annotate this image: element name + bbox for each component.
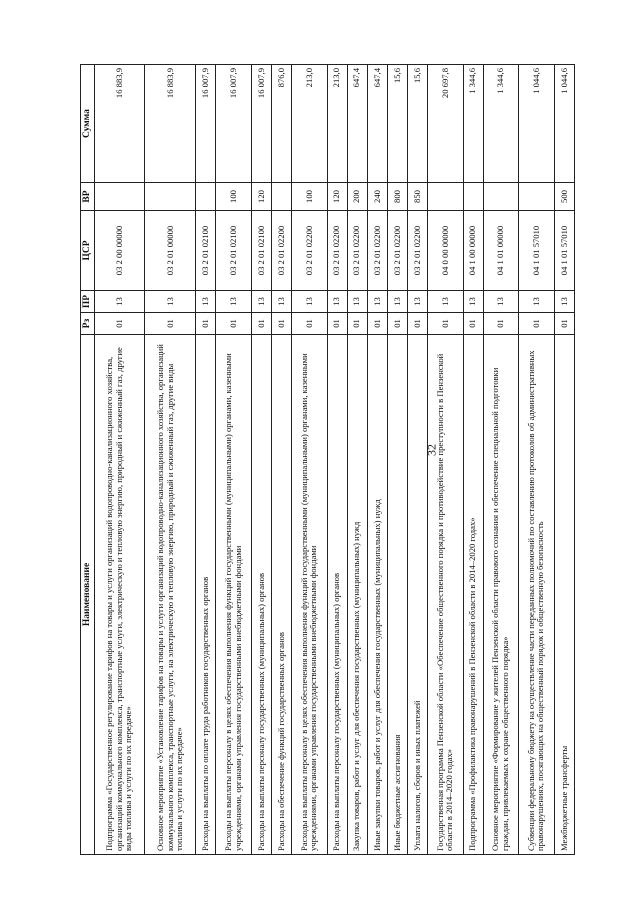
- table-row: [408, 65, 428, 855]
- cell-csr: 04 1 01 00000: [483, 211, 518, 291]
- cell-sum: 15,6: [387, 65, 407, 183]
- cell-pr: 13: [271, 291, 291, 313]
- cell-sum: 16 007,9: [196, 65, 216, 183]
- cell-csr: 03 2 01 02200: [271, 211, 291, 291]
- cell-name: Основное мероприятие «Установление тарифов на товары и услуги организаций водопроводно-канализационного хозяйства, организаций коммунального комплекса, транспортные услуги, на электрическую и тепловую энергию, природный и сжиженный газ, другие виды топлива и услуги по их передаче»: [145, 335, 196, 855]
- cell-pr: 13: [94, 291, 145, 313]
- cell-name: Иные бюджетные ассигнования: [387, 335, 407, 855]
- cell-csr: 03 2 01 02200: [367, 211, 387, 291]
- table-row: [428, 65, 463, 855]
- cell-sum: 1 044,6: [554, 65, 574, 183]
- table-row: [554, 65, 574, 855]
- cell-pr: 13: [554, 291, 574, 313]
- cell-pr: 13: [519, 291, 554, 313]
- table-row: [251, 65, 271, 855]
- cell-vr: 100: [292, 183, 327, 211]
- cell-vr: [271, 183, 291, 211]
- cell-pr: 13: [216, 291, 251, 313]
- cell-name: Субвенции федеральному бюджету на осуществление части переданных полномочий по составлению протоколов об административных правонарушениях, посягающих на общественный порядок и общественную безопасность: [519, 335, 554, 855]
- cell-name: Расходы на выплаты персоналу в целях обеспечения выполнения функций государственными (муниципальными) органами, казенными учреждениями, органами управления государственными внебюджетными фондами: [292, 335, 327, 855]
- table-row: [271, 65, 291, 855]
- cell-rz: 01: [483, 313, 518, 335]
- cell-csr: 03 2 01 02200: [327, 211, 347, 291]
- cell-sum: 213,0: [327, 65, 347, 183]
- cell-sum: 647,4: [367, 65, 387, 183]
- cell-sum: 647,4: [347, 65, 367, 183]
- cell-vr: 800: [387, 183, 407, 211]
- cell-sum: 876,0: [271, 65, 291, 183]
- cell-name: Расходы на обеспечение функций государственных органов: [271, 335, 291, 855]
- cell-pr: 13: [196, 291, 216, 313]
- cell-sum: 16 883,9: [94, 65, 145, 183]
- cell-sum: 16 007,9: [251, 65, 271, 183]
- cell-name: Иные закупки товаров, работ и услуг для обеспечения государственных (муниципальных) нужд: [367, 335, 387, 855]
- table-row: [196, 65, 216, 855]
- cell-rz: 01: [519, 313, 554, 335]
- cell-pr: 13: [327, 291, 347, 313]
- table-body: [94, 65, 574, 855]
- table-row: [519, 65, 554, 855]
- budget-table: [80, 64, 575, 855]
- header-pr: ПР: [81, 291, 95, 313]
- cell-rz: 01: [216, 313, 251, 335]
- header-rz: Рз: [81, 313, 95, 335]
- table-box: [80, 65, 575, 855]
- cell-vr: [463, 183, 483, 211]
- cell-vr: 850: [408, 183, 428, 211]
- table-row: [327, 65, 347, 855]
- cell-vr: [428, 183, 463, 211]
- table-row: [94, 65, 145, 855]
- cell-pr: 13: [292, 291, 327, 313]
- cell-sum: 213,0: [292, 65, 327, 183]
- cell-rz: 01: [554, 313, 574, 335]
- cell-name: Расходы на выплаты персоналу государственных (муниципальных) органов: [251, 335, 271, 855]
- page-number: 32: [424, 444, 439, 456]
- table-row: [367, 65, 387, 855]
- table-row: [483, 65, 518, 855]
- cell-vr: [519, 183, 554, 211]
- table-row: [347, 65, 367, 855]
- header-csr: ЦСР: [81, 211, 95, 291]
- table-row: [463, 65, 483, 855]
- table-row: [292, 65, 327, 855]
- cell-pr: 13: [428, 291, 463, 313]
- cell-csr: 04 0 00 00000: [428, 211, 463, 291]
- cell-pr: 13: [145, 291, 196, 313]
- cell-rz: 01: [428, 313, 463, 335]
- cell-vr: 100: [216, 183, 251, 211]
- rotated-table-container: [80, 65, 575, 855]
- cell-csr: 03 2 01 02100: [216, 211, 251, 291]
- table-header-row: [81, 65, 95, 855]
- cell-sum: 1 344,6: [463, 65, 483, 183]
- cell-csr: 03 2 01 02200: [408, 211, 428, 291]
- cell-csr: 03 2 01 02100: [251, 211, 271, 291]
- cell-name: Расходы на выплаты по оплате труда работников государственных органов: [196, 335, 216, 855]
- cell-csr: 03 2 01 02200: [387, 211, 407, 291]
- cell-rz: 01: [387, 313, 407, 335]
- cell-csr: 04 1 00 00000: [463, 211, 483, 291]
- cell-rz: 01: [196, 313, 216, 335]
- cell-rz: 01: [94, 313, 145, 335]
- cell-vr: 500: [554, 183, 574, 211]
- cell-name: Уплата налогов, сборов и иных платежей: [408, 335, 428, 855]
- table-row: [145, 65, 196, 855]
- cell-vr: [145, 183, 196, 211]
- cell-pr: 13: [251, 291, 271, 313]
- cell-sum: 16 007,9: [216, 65, 251, 183]
- cell-vr: 120: [251, 183, 271, 211]
- cell-csr: 04 1 01 57010: [519, 211, 554, 291]
- cell-name: Межбюджетные трансферты: [554, 335, 574, 855]
- cell-rz: 01: [463, 313, 483, 335]
- cell-vr: 240: [367, 183, 387, 211]
- cell-pr: 13: [387, 291, 407, 313]
- cell-vr: [196, 183, 216, 211]
- cell-csr: 03 2 01 02200: [347, 211, 367, 291]
- cell-sum: 1 344,6: [483, 65, 518, 183]
- cell-sum: 16 883,9: [145, 65, 196, 183]
- cell-name: Государственная программа Пензенской области «Обеспечение общественного порядка и противодействие преступности в Пензенской области в 2014–2020 годах»: [428, 335, 463, 855]
- cell-name: Расходы на выплаты персоналу государственных (муниципальных) органов: [327, 335, 347, 855]
- cell-rz: 01: [251, 313, 271, 335]
- cell-pr: 13: [347, 291, 367, 313]
- cell-vr: [483, 183, 518, 211]
- cell-pr: 13: [463, 291, 483, 313]
- cell-rz: 01: [292, 313, 327, 335]
- cell-csr: 03 2 00 00000: [94, 211, 145, 291]
- cell-csr: 03 2 01 02200: [292, 211, 327, 291]
- table-row: [216, 65, 251, 855]
- table-row: [387, 65, 407, 855]
- cell-sum: 20 697,8: [428, 65, 463, 183]
- cell-sum: 15,6: [408, 65, 428, 183]
- cell-vr: 200: [347, 183, 367, 211]
- cell-rz: 01: [408, 313, 428, 335]
- cell-name: Расходы на выплаты персоналу в целях обеспечения выполнения функций государственными (муниципальными) органами, казенными учреждениями, органами управления государственными внебюджетными фондами: [216, 335, 251, 855]
- cell-rz: 01: [271, 313, 291, 335]
- cell-sum: 1 044,6: [519, 65, 554, 183]
- cell-name: Подпрограмма «Профилактика правонарушений в Пензенской области в 2014–2020 годах»: [463, 335, 483, 855]
- cell-csr: 04 1 01 57010: [554, 211, 574, 291]
- cell-vr: [94, 183, 145, 211]
- cell-name: Основное мероприятие «Формирование у жителей Пензенской области правового сознания и обеспечение специальной подготовки граждан, привлекаемых к охране общественного порядка»: [483, 335, 518, 855]
- cell-rz: 01: [327, 313, 347, 335]
- header-vr: ВР: [81, 183, 95, 211]
- cell-rz: 01: [367, 313, 387, 335]
- cell-pr: 13: [408, 291, 428, 313]
- header-sum: Сумма: [81, 65, 95, 183]
- cell-csr: 03 2 01 00000: [145, 211, 196, 291]
- cell-csr: 03 2 01 02100: [196, 211, 216, 291]
- cell-name: Подпрограмма «Государственное регулирование тарифов на товары и услуги организаций водопроводно-канализационного хозяйства, организаций коммунального комплекса, транспортные услуги, электрическую и тепловую энергию, природный и сжиженный газ, другие виды топлива и услуги по их передаче»: [94, 335, 145, 855]
- cell-name: Закупка товаров, работ и услуг для обеспечения государственных (муниципальных) нужд: [347, 335, 367, 855]
- header-name: Наименование: [81, 335, 95, 855]
- cell-pr: 13: [367, 291, 387, 313]
- cell-rz: 01: [347, 313, 367, 335]
- cell-rz: 01: [145, 313, 196, 335]
- cell-vr: 120: [327, 183, 347, 211]
- cell-pr: 13: [483, 291, 518, 313]
